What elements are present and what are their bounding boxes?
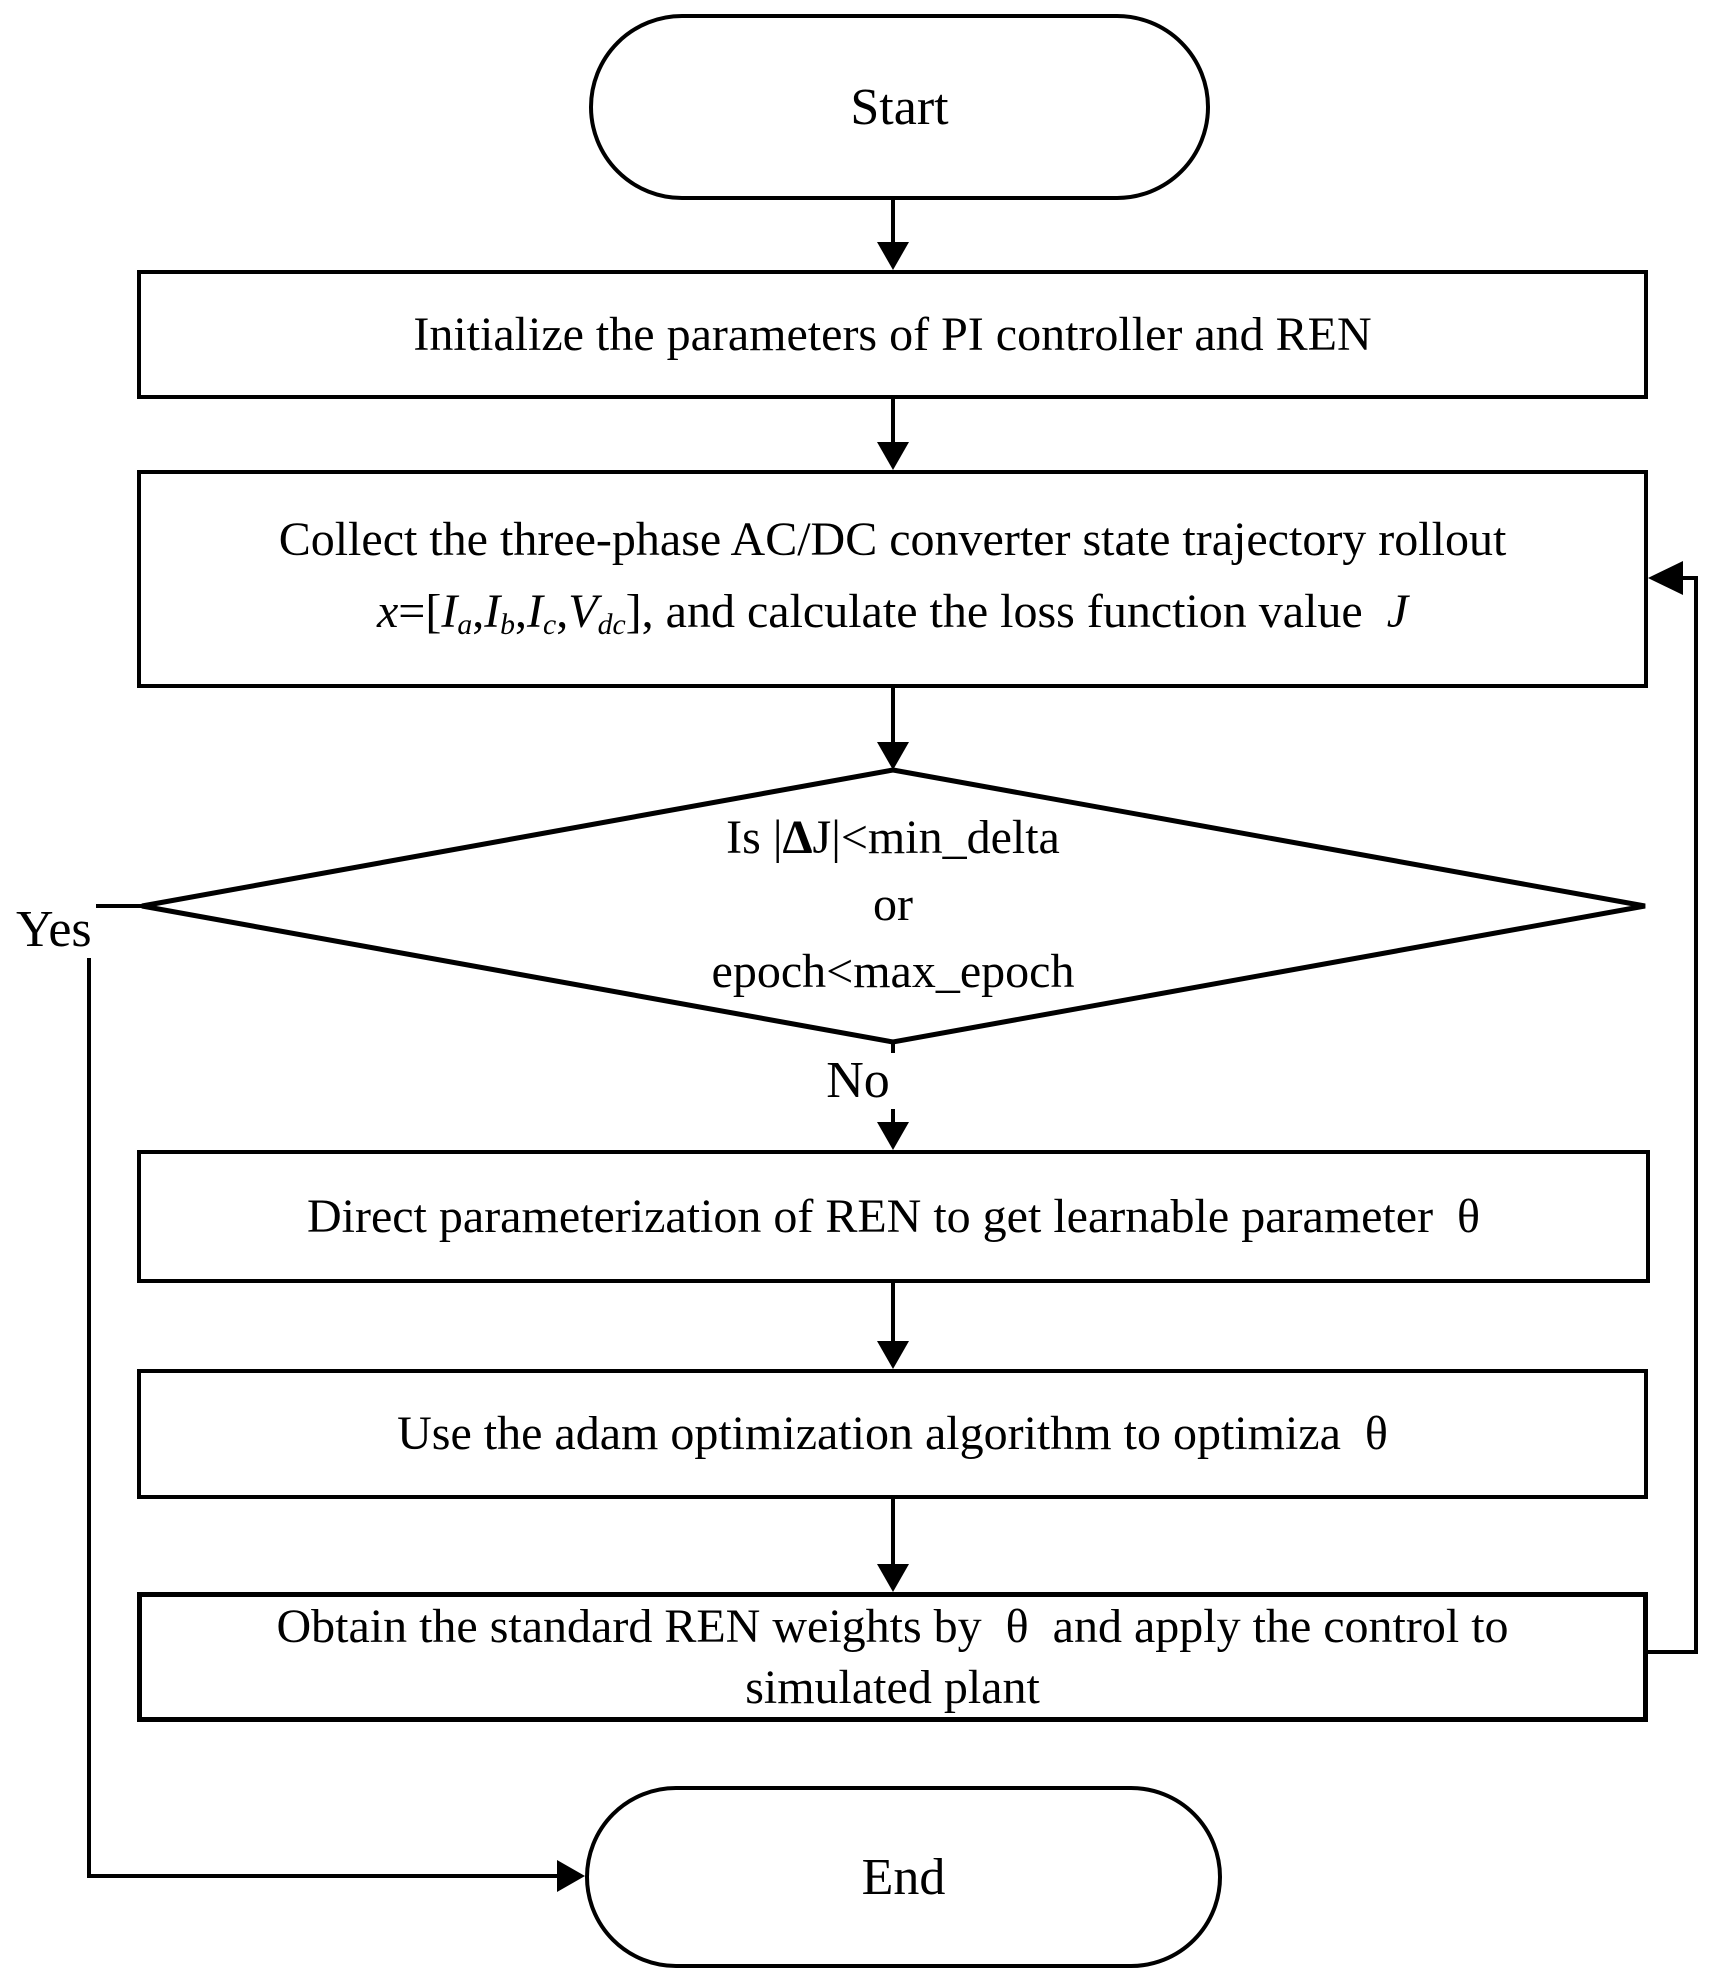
decision-node [443, 804, 1343, 1005]
arrow-optimize-to-apply [877, 1499, 909, 1592]
adam-optimization-label: Use the adam optimization algorithm to optimiza θ [397, 1407, 1388, 1460]
decision-condition-line2: or [873, 878, 913, 931]
end-label: End [861, 1848, 946, 1906]
direct-parameterization-node [137, 1150, 1650, 1283]
start-node [589, 14, 1210, 200]
yes-edge-label: Yes [12, 902, 96, 958]
initialize-parameters-label: Initialize the parameters of PI controller and REN [413, 307, 1372, 361]
apply-control-line2: simulated plant [745, 1661, 1040, 1714]
collect-rollout-node [137, 470, 1648, 688]
end-node [585, 1786, 1222, 1968]
arrow-init-to-collect [877, 399, 909, 470]
arrow-collect-to-decision [877, 688, 909, 770]
apply-control-line1: Obtain the standard REN weights by θ and apply the control to [276, 1600, 1509, 1653]
decision-condition-line3: epoch<max_epoch [711, 945, 1075, 998]
apply-control-node [137, 1592, 1648, 1722]
decision-condition-line1: Is |ΔJ|<min_delta [726, 811, 1060, 864]
collect-rollout-line1: Collect the three-phase AC/DC converter state trajectory rollout [278, 513, 1507, 566]
arrow-parameterize-to-optimize [877, 1283, 909, 1369]
collect-rollout-line2: x=[Ia,Ib,Ic,Vdc], and calculate the loss function value J [376, 585, 1409, 641]
adam-optimization-node [137, 1369, 1648, 1499]
no-edge-label: No [806, 1053, 910, 1109]
arrow-start-to-init [877, 199, 909, 270]
direct-parameterization-label: Direct parameterization of REN to get learnable parameter θ [306, 1189, 1481, 1243]
feedback-loop-connector [1648, 561, 1696, 1652]
initialize-parameters-node [137, 270, 1648, 399]
start-label: Start [850, 78, 949, 136]
